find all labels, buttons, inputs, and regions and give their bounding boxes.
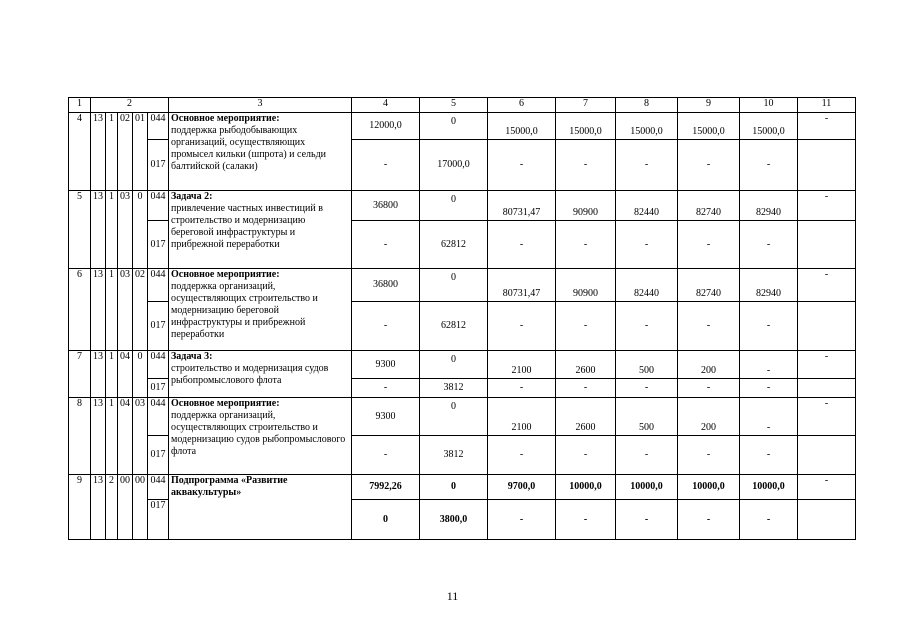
header-cell: 9	[678, 98, 740, 113]
source-code: 044	[148, 191, 169, 221]
value-cell: 36800	[352, 269, 420, 302]
value-cell: -	[556, 500, 616, 540]
header-cell: 2	[91, 98, 169, 113]
value-cell: -	[616, 140, 678, 191]
header-cell: 6	[488, 98, 556, 113]
value-cell: 36800	[352, 191, 420, 221]
table-row	[69, 398, 856, 436]
source-code: 044	[148, 113, 169, 140]
item-name	[169, 269, 352, 351]
item-title: Основное мероприятие:	[171, 113, 280, 124]
table-row	[69, 191, 856, 221]
value-cell: 10000,0	[616, 475, 678, 500]
item-description: поддержка организаций, осуществляющих строительство и модернизацию судов рыбопромыслового флота	[171, 410, 346, 457]
value-cell: 82440	[616, 269, 678, 302]
value-cell: 62812	[420, 221, 488, 269]
value-cell: 80731,47	[488, 191, 556, 221]
page-number: 11	[446, 589, 459, 603]
value-cell: -	[798, 398, 856, 436]
value-cell: -	[798, 351, 856, 379]
code-part: 13	[91, 113, 106, 191]
value-cell: -	[740, 351, 798, 379]
value-cell: -	[740, 302, 798, 351]
value-cell: -	[740, 140, 798, 191]
value-cell: -	[488, 436, 556, 475]
value-cell: 10000,0	[678, 475, 740, 500]
value-cell: -	[678, 221, 740, 269]
item-name	[169, 398, 352, 475]
value-cell: -	[740, 221, 798, 269]
value-cell: -	[488, 140, 556, 191]
code-part: 13	[91, 398, 106, 475]
value-cell: 3800,0	[420, 500, 488, 540]
value-cell: 80731,47	[488, 269, 556, 302]
header-cell: 5	[420, 98, 488, 113]
row-number: 5	[69, 191, 91, 269]
code-part: 1	[106, 269, 118, 351]
header-cell: 4	[352, 98, 420, 113]
value-cell: 0	[420, 113, 488, 140]
value-cell: -	[616, 379, 678, 398]
code-part: 13	[91, 351, 106, 398]
value-cell: 3812	[420, 379, 488, 398]
item-name	[169, 191, 352, 269]
value-cell: -	[678, 379, 740, 398]
table-row	[69, 269, 856, 302]
value-cell: -	[352, 221, 420, 269]
value-cell: -	[556, 379, 616, 398]
code-part: 03	[133, 398, 148, 475]
table-row	[69, 113, 856, 140]
item-title: Основное мероприятие:	[171, 269, 280, 280]
code-part: 03	[118, 191, 133, 269]
source-code: 044	[148, 351, 169, 379]
value-cell: -	[616, 302, 678, 351]
item-title: Подпрограмма «Развитие аквакультуры»	[171, 475, 288, 498]
header-cell: 3	[169, 98, 352, 113]
code-part: 1	[106, 191, 118, 269]
value-cell: -	[488, 221, 556, 269]
value-cell: 2600	[556, 351, 616, 379]
item-title: Задача 3:	[171, 351, 213, 362]
item-name	[169, 113, 352, 191]
value-cell: -	[352, 436, 420, 475]
code-part: 02	[118, 113, 133, 191]
value-cell: -	[678, 436, 740, 475]
value-cell: -	[352, 379, 420, 398]
budget-table	[68, 97, 856, 540]
value-cell: -	[616, 500, 678, 540]
value-cell: 82940	[740, 191, 798, 221]
code-part: 0	[133, 191, 148, 269]
item-name	[169, 351, 352, 398]
value-cell	[798, 436, 856, 475]
item-description: поддержка рыбодобывающих организаций, осуществляющих промысел кильки (шпрота) и сельди балтийской (салаки)	[171, 125, 327, 172]
header-cell: 8	[616, 98, 678, 113]
code-part: 0	[133, 351, 148, 398]
value-cell: 2100	[488, 398, 556, 436]
code-part: 01	[133, 113, 148, 191]
code-part: 13	[91, 269, 106, 351]
code-part: 00	[118, 475, 133, 540]
item-description: поддержка организаций, осуществляющих строительство и модернизацию береговой инфраструктуры и прибрежной переработки	[171, 281, 318, 340]
item-name	[169, 475, 352, 540]
source-code: 017	[148, 140, 169, 191]
value-cell: 15000,0	[488, 113, 556, 140]
value-cell: -	[556, 221, 616, 269]
row-number: 9	[69, 475, 91, 540]
code-part: 04	[118, 351, 133, 398]
row-number: 4	[69, 113, 91, 191]
row-number: 8	[69, 398, 91, 475]
value-cell: -	[740, 398, 798, 436]
value-cell	[798, 221, 856, 269]
row-number: 6	[69, 269, 91, 351]
value-cell: 3812	[420, 436, 488, 475]
value-cell	[798, 379, 856, 398]
value-cell: -	[488, 500, 556, 540]
value-cell: 82740	[678, 191, 740, 221]
code-part: 1	[106, 351, 118, 398]
value-cell: 15000,0	[740, 113, 798, 140]
table-row	[69, 351, 856, 379]
value-cell: 7992,26	[352, 475, 420, 500]
value-cell: -	[740, 379, 798, 398]
code-part: 13	[91, 475, 106, 540]
header-cell: 1	[69, 98, 91, 113]
value-cell: -	[556, 302, 616, 351]
value-cell: -	[616, 436, 678, 475]
value-cell: -	[556, 436, 616, 475]
value-cell: -	[352, 140, 420, 191]
value-cell: -	[798, 191, 856, 221]
value-cell: 0	[420, 191, 488, 221]
value-cell: 0	[420, 398, 488, 436]
code-part: 02	[133, 269, 148, 351]
value-cell: -	[798, 475, 856, 500]
table-row	[69, 475, 856, 500]
item-description: строительство и модернизация судов рыбопромыслового флота	[171, 363, 329, 386]
value-cell: 15000,0	[616, 113, 678, 140]
item-description: привлечение частных инвестиций в строительство и модернизацию береговой инфраструктуры и прибрежной переработки	[171, 203, 323, 250]
value-cell: 90900	[556, 269, 616, 302]
value-cell: -	[488, 302, 556, 351]
header-cell: 11	[798, 98, 856, 113]
value-cell: 200	[678, 398, 740, 436]
value-cell: 82740	[678, 269, 740, 302]
value-cell: 10000,0	[740, 475, 798, 500]
value-cell: -	[740, 436, 798, 475]
value-cell: 10000,0	[556, 475, 616, 500]
value-cell: 0	[420, 269, 488, 302]
row-number: 7	[69, 351, 91, 398]
source-code: 044	[148, 269, 169, 302]
source-code: 017	[148, 221, 169, 269]
code-part: 03	[118, 269, 133, 351]
code-part: 04	[118, 398, 133, 475]
value-cell: -	[352, 302, 420, 351]
source-code: 044	[148, 475, 169, 500]
header-cell: 10	[740, 98, 798, 113]
value-cell: 2600	[556, 398, 616, 436]
value-cell	[798, 500, 856, 540]
value-cell: 90900	[556, 191, 616, 221]
source-code: 044	[148, 398, 169, 436]
source-code: 017	[148, 500, 169, 540]
item-title: Задача 2:	[171, 191, 213, 202]
value-cell: 82440	[616, 191, 678, 221]
value-cell: 17000,0	[420, 140, 488, 191]
value-cell: 0	[420, 475, 488, 500]
header-row	[69, 98, 856, 113]
value-cell: 500	[616, 351, 678, 379]
code-part: 1	[106, 398, 118, 475]
code-part: 00	[133, 475, 148, 540]
value-cell: 0	[420, 351, 488, 379]
value-cell: -	[488, 379, 556, 398]
value-cell: 62812	[420, 302, 488, 351]
value-cell: 9700,0	[488, 475, 556, 500]
value-cell: -	[678, 500, 740, 540]
source-code: 017	[148, 302, 169, 351]
value-cell: 15000,0	[556, 113, 616, 140]
source-code: 017	[148, 436, 169, 475]
code-part: 2	[106, 475, 118, 540]
code-part: 1	[106, 113, 118, 191]
value-cell: -	[798, 113, 856, 140]
value-cell	[798, 140, 856, 191]
value-cell: -	[556, 140, 616, 191]
value-cell: 2100	[488, 351, 556, 379]
value-cell: -	[616, 221, 678, 269]
value-cell: 9300	[352, 398, 420, 436]
value-cell: 200	[678, 351, 740, 379]
header-cell: 7	[556, 98, 616, 113]
source-code: 017	[148, 379, 169, 398]
item-title: Основное мероприятие:	[171, 398, 280, 409]
value-cell: 12000,0	[352, 113, 420, 140]
code-part: 13	[91, 191, 106, 269]
value-cell: -	[798, 269, 856, 302]
value-cell: 500	[616, 398, 678, 436]
value-cell: -	[678, 140, 740, 191]
value-cell: -	[740, 500, 798, 540]
value-cell: -	[678, 302, 740, 351]
value-cell	[798, 302, 856, 351]
value-cell: 82940	[740, 269, 798, 302]
value-cell: 9300	[352, 351, 420, 379]
value-cell: 0	[352, 500, 420, 540]
value-cell: 15000,0	[678, 113, 740, 140]
